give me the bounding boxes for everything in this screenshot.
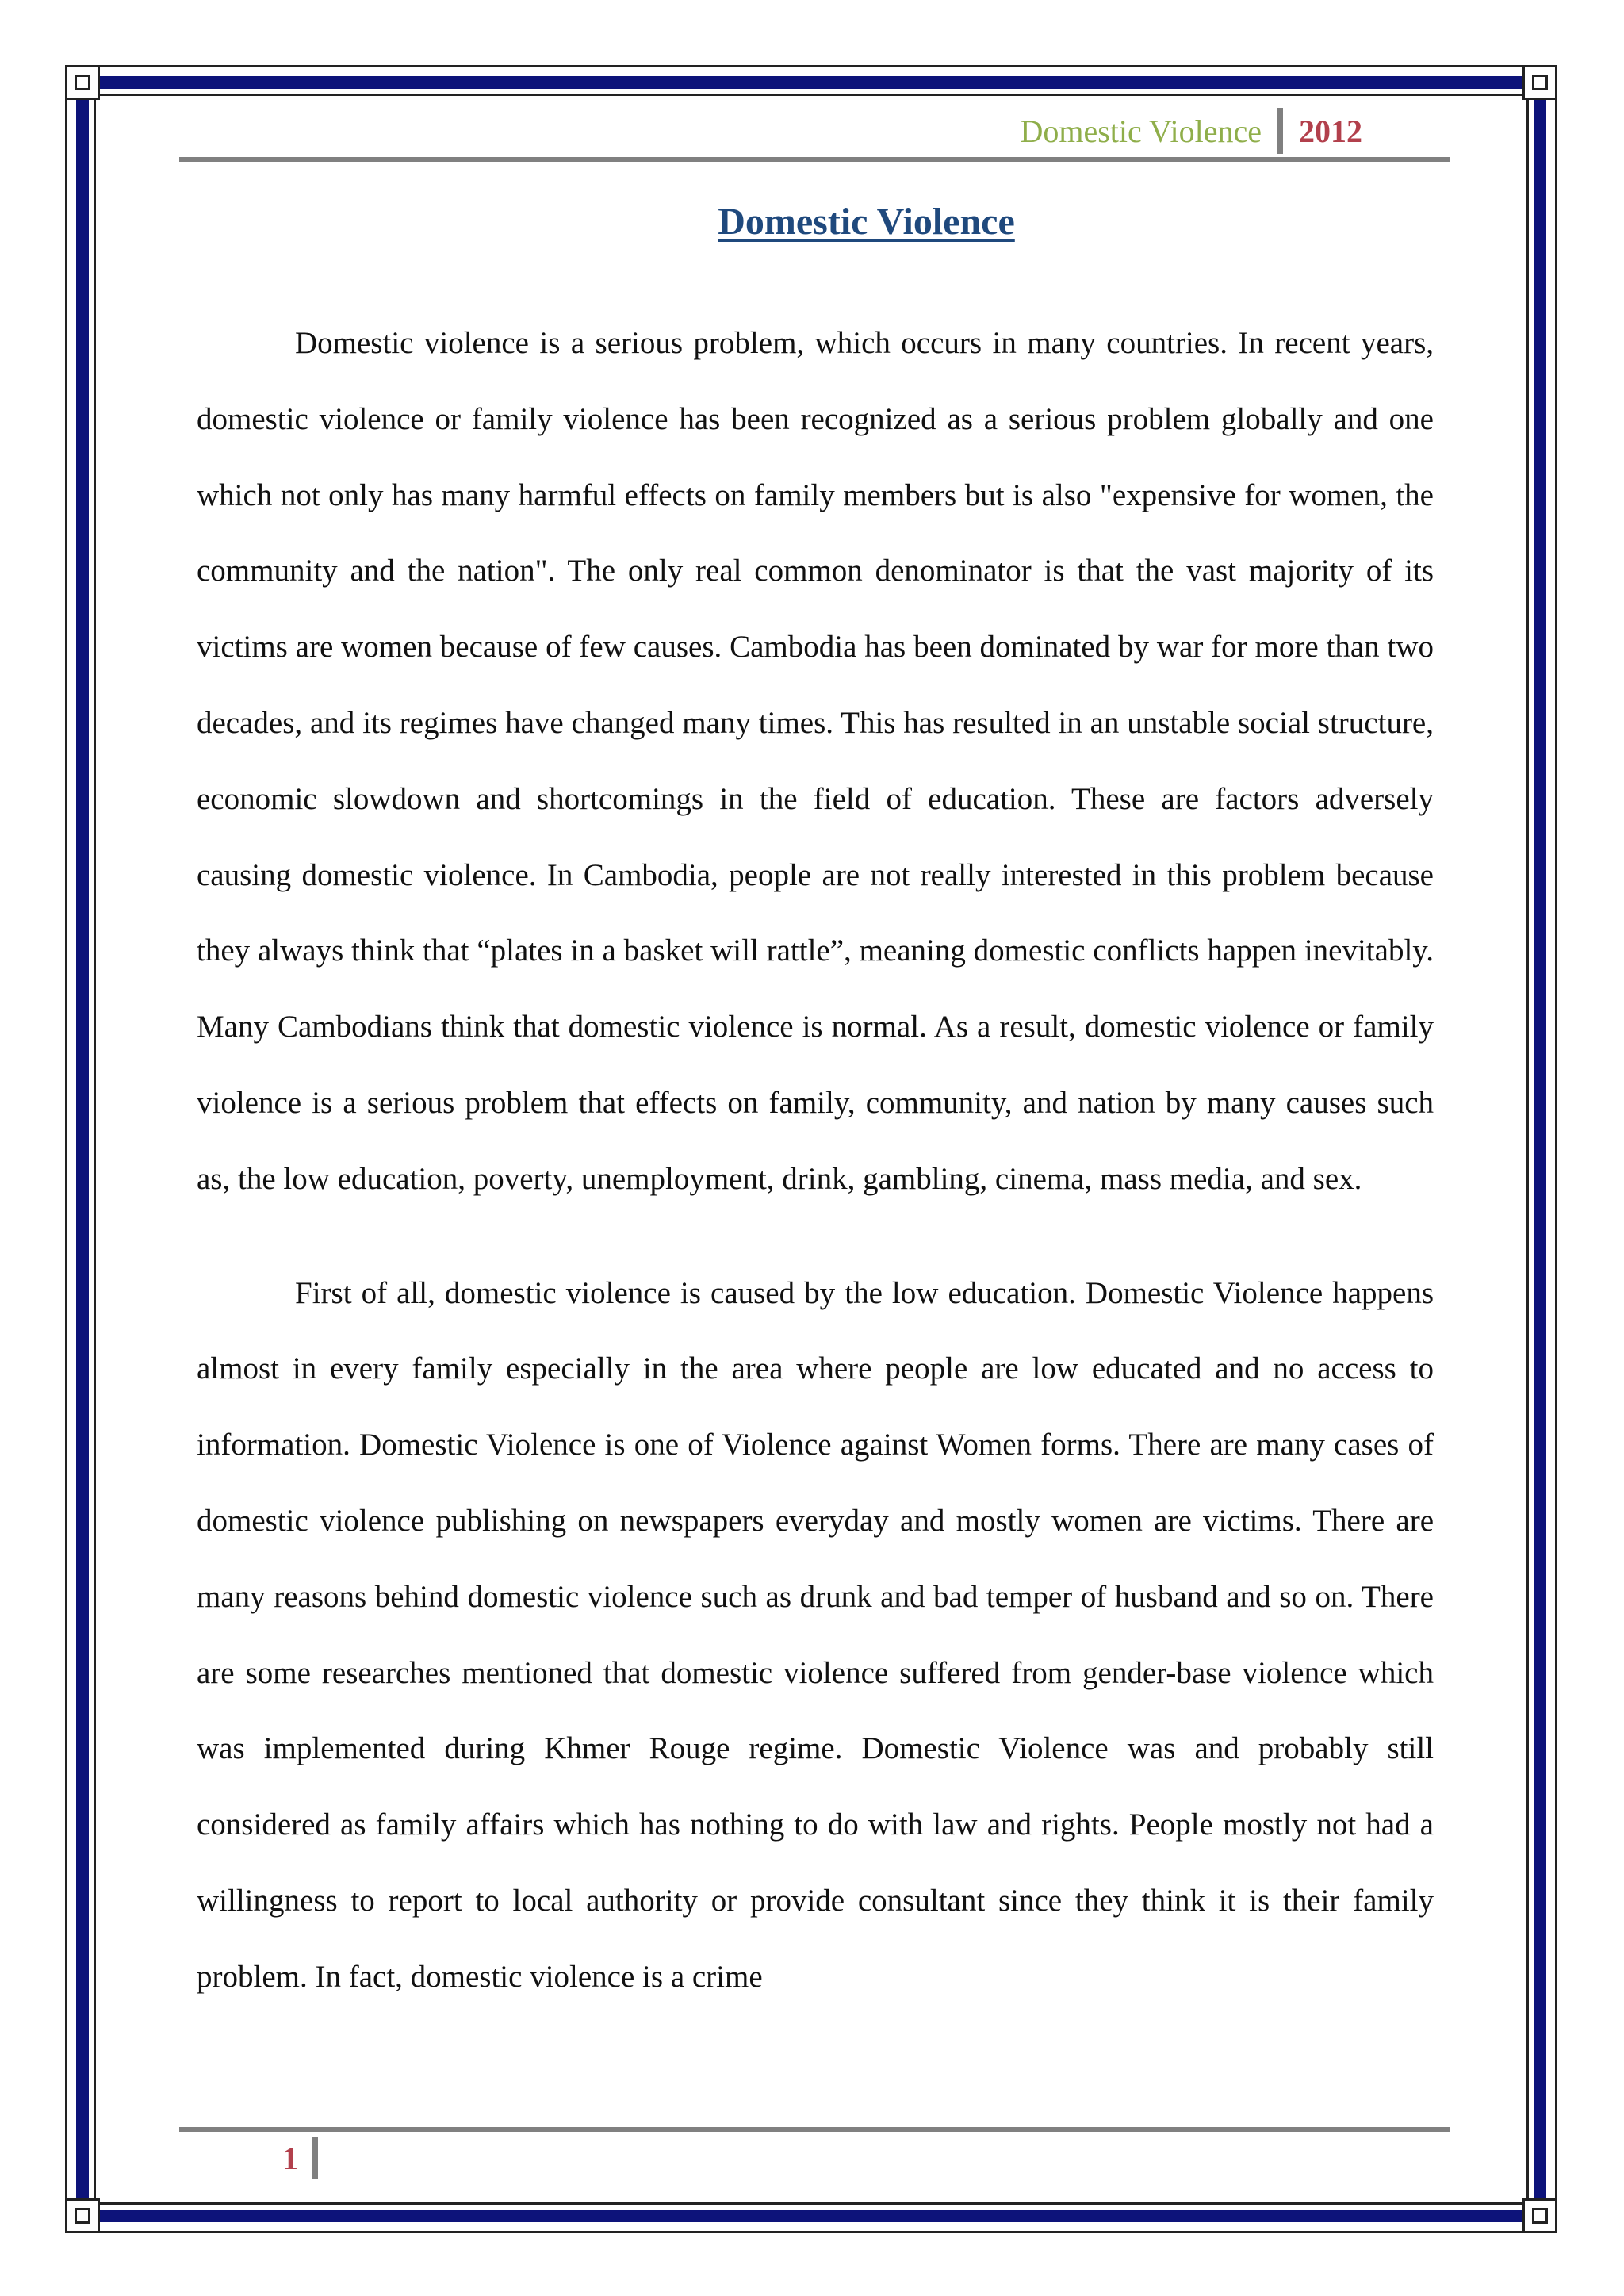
header-title: Domestic Violence xyxy=(1020,113,1262,149)
header-rule xyxy=(179,157,1450,162)
paragraph-2: First of all, domestic violence is caused by the low education. Domestic Violence happens almost in every family especially in the area where people are low educated and no access to information. Domestic Violence is one of Violence against Women forms. There are many cases of domestic violence publishing on newspapers everyday and mostly women are victims. There are many reasons behind domestic violence such as drunk and bad temper of husband and so on. There are some researches mentioned that domestic violence suffered from gender-base violence which was implemented during Khmer Rouge regime. Domestic Violence was and probably still considered as family affairs which has nothing to do with law and rights. People mostly not had a willingness to report to local authority or provide consultant since they think it is their family problem. In fact, domestic violence is a crime xyxy=(197,1275,1434,1994)
document-title: Domestic Violence xyxy=(718,201,1015,243)
corner-ornament-bottom-right xyxy=(1522,2198,1557,2233)
corner-ornament-top-right xyxy=(1522,65,1557,100)
header-divider xyxy=(1277,108,1283,154)
footer-divider xyxy=(312,2137,318,2179)
page-header xyxy=(1020,107,1362,155)
corner-ornament-bottom-left xyxy=(65,2198,100,2233)
page-footer xyxy=(282,2135,318,2181)
document-body xyxy=(197,305,1434,2015)
corner-ornament-top-left xyxy=(65,65,100,100)
footer-rule xyxy=(179,2127,1450,2132)
page-number: 1 xyxy=(282,2140,298,2176)
header-year: 2012 xyxy=(1299,113,1362,149)
paragraph-1: Domestic violence is a serious problem, which occurs in many countries. In recent years, domestic violence or family violence has been recognized as a serious problem globally and one which not only has many harmful effects on family members but is also "expensive for women, the community and the nation". The only real common denominator is that the vast majority of its victims are women because of few causes. Cambodia has been dominated by war for more than two decades, and its regimes have changed many times. This has resulted in an unstable social structure, economic slowdown and shortcomings in the field of education. These are factors adversely causing domestic violence. In Cambodia, people are not really interested in this problem because they always think that “plates in a basket will rattle”, meaning domestic conflicts happen inevitably. Many Cambodians think that domestic violence is normal. As a result, domestic violence or family violence is a serious problem that effects on family, community, and nation by many causes such as, the low education, poverty, unemployment, drink, gambling, cinema, mass media, and sex. xyxy=(197,326,1434,1196)
